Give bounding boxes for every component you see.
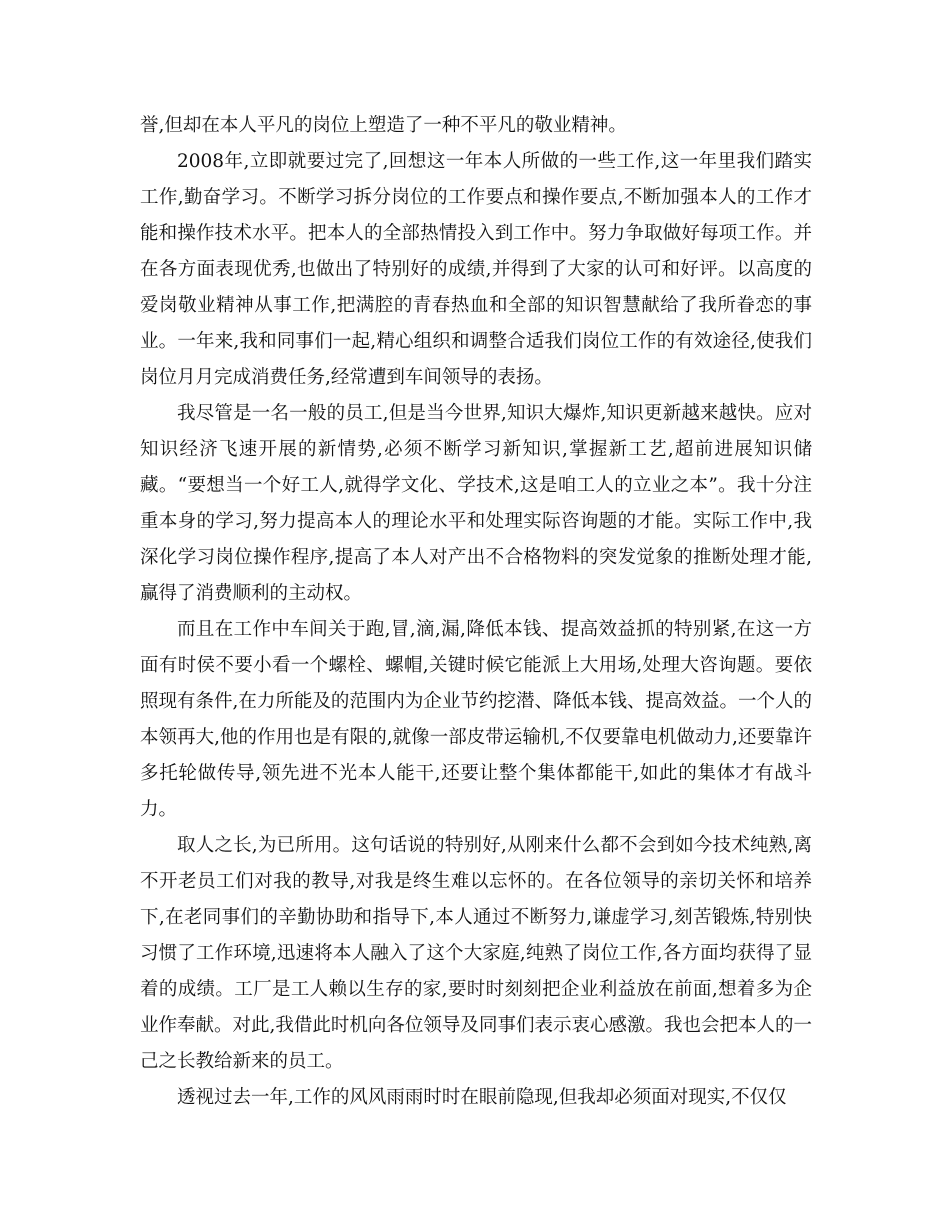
paragraph-6: 透视过去一年,工作的风风雨雨时时在眼前隐现,但我却必须面对现实,不仅仅 xyxy=(177,1087,787,1108)
paragraph-5: 取人之长,为已所用。这句话说的特别好,从刚来什么都不会到如今技术纯熟,离不开老员工们对我的教导,对我是终生难以忘怀的。在各位领导的亲切关怀和培养下,在老同事们的辛勤协助和指导下,本人通过不断努力,谦虚学习,刻苦锻炼,特别快习惯了工作环境,迅速将本人融入了这个大家庭,纯熟了岗位工作,各方面均获得了显着的成绩。工厂是工人赖以生存的家,要时时刻刻把企业利益放在前面,想着多为企业作奉献。对此,我借此时机向各位领导及同事们表示衷心感激。我也会把本人的一己之长教给新来的员工。 xyxy=(140,835,812,1072)
paragraph-3: 我尽管是一名一般的员工,但是当今世界,知识大爆炸,知识更新越来越快。应对知识经济飞速开展的新情势,必须不断学习新知识,掌握新工艺,超前进展知识储藏。“要想当一个好工人,就得学文化、学技术,这是咱工人的立业之本”。我十分注重本身的学习,努力提高本人的理论水平和处理实际咨询题的才能。实际工作中,我深化学习岗位操作程序,提高了本人对产出不合格物料的突发觉象的推断处理才能,赢得了消费顺利的主动权。 xyxy=(140,403,812,604)
paragraph-1: 誉,但却在本人平凡的岗位上塑造了一种不平凡的敬业精神。 xyxy=(140,115,627,136)
document-body xyxy=(140,108,812,1116)
paragraph-4: 而且在工作中车间关于跑,冒,滴,漏,降低本钱、提高效益抓的特别紧,在这一方面有时侯不要小看一个螺栓、螺帽,关键时候它能派上大用场,处理大咨询题。要依照现有条件,在力所能及的范围内为企业节约挖潜、降低本钱、提高效益。一个人的本领再大,他的作用也是有限的,就像一部皮带运输机,不仅要靠电机做动力,还要靠许多托轮做传导,领先进不光本人能干,还要让整个集体都能干,如此的集体才有战斗力。 xyxy=(140,619,812,820)
paragraph-2: 2008年,立即就要过完了,回想这一年本人所做的一些工作,这一年里我们踏实工作,勤奋学习。不断学习拆分岗位的工作要点和操作要点,不断加强本人的工作才能和操作技术水平。把本人的全部热情投入到工作中。努力争取做好每项工作。并在各方面表现优秀,也做出了特别好的成绩,并得到了大家的认可和好评。以高度的爱岗敬业精神从事工作,把满腔的青春热血和全部的知识智慧献给了我所眷恋的事业。一年来,我和同事们一起,精心组织和调整合适我们岗位工作的有效途径,使我们岗位月月完成消费任务,经常遭到车间领导的表扬。 xyxy=(140,151,812,388)
